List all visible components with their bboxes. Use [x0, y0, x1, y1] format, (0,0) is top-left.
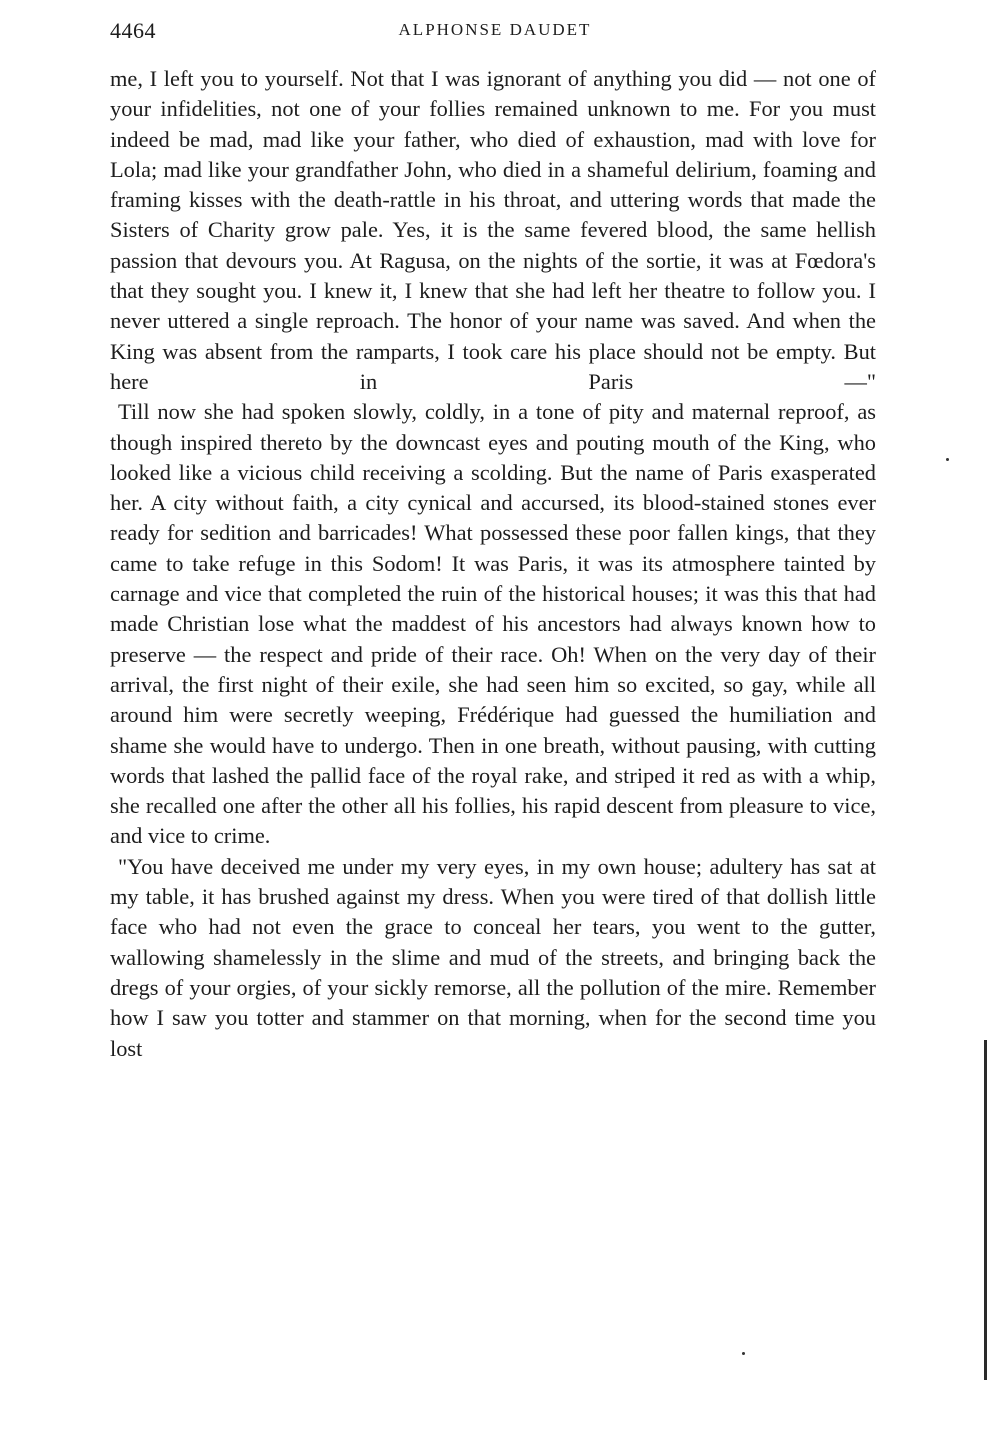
- scan-margin-line: [984, 1040, 987, 1380]
- page-header: [110, 18, 880, 48]
- paragraph-3: "You have deceived me under my very eyes, in my own house; adultery has sat at my table, it has brushed against my dress. When you were tired of that dollish little face who had not even the grace to conceal her tears, you went to the gutter, wallowing shamelessly in the slime and mud of the streets, and bringing back the dregs of your orgies, of your sickly remorse, all the pollution of the mire. Remember how I saw you totter and stammer on that morning, when for the second time you lost: [110, 853, 876, 1061]
- running-head: ALPHONSE DAUDET: [398, 20, 592, 39]
- scan-speck: [742, 1352, 745, 1355]
- page-number: 4464: [110, 18, 156, 43]
- body-text: [110, 64, 876, 1064]
- paragraph-2: Till now she had spoken slowly, coldly, in a tone of pity and maternal reproof, as though inspired thereto by the downcast eyes and pouting mouth of the King, who looked like a vicious child receiving a scolding. But the name of Paris exasperated her. A city without faith, a city cynical and accursed, its blood-stained stones ever ready for sedition and barricades! What possessed these poor fallen kings, that they came to take refuge in this Sodom! It was Paris, it was its atmosphere tainted by carnage and vice that completed the ruin of the historical houses; it was this that had made Christian lose what the maddest of his ancestors had always known how to preserve — the respect and pride of their race. Oh! When on the very day of their arrival, the first night of their exile, she had seen him so excited, so gay, while all around him were secretly weeping, Frédérique had guessed the humiliation and shame she would have to undergo. Then in one breath, without pausing, with cutting words that lashed the pallid face of the royal rake, and striped it red as with a whip, she recalled one after the other all his follies, his rapid descent from pleasure to vice, and vice to crime.: [110, 399, 876, 849]
- paragraph-1: me, I left you to yourself. Not that I was ignorant of anything you did — not one of your infidelities, not one of your follies remained unknown to me. For you must indeed be mad, mad like your father, who died of exhaustion, mad with love for Lola; mad like your grandfather John, who died in a shameful delirium, foaming and framing kisses with the death-rattle in his throat, and uttering words that made the Sisters of Charity grow pale. Yes, it is the same fevered blood, the same hellish passion that devours you. At Ragusa, on the nights of the sortie, it was at Fœdora's that they sought you. I knew it, I knew that she had left her theatre to follow you. I never uttered a single reproach. The honor of your name was saved. And when the King was absent from the ramparts, I took care his place should not be empty. But here in Paris —": [110, 66, 876, 394]
- scan-speck: [946, 458, 949, 461]
